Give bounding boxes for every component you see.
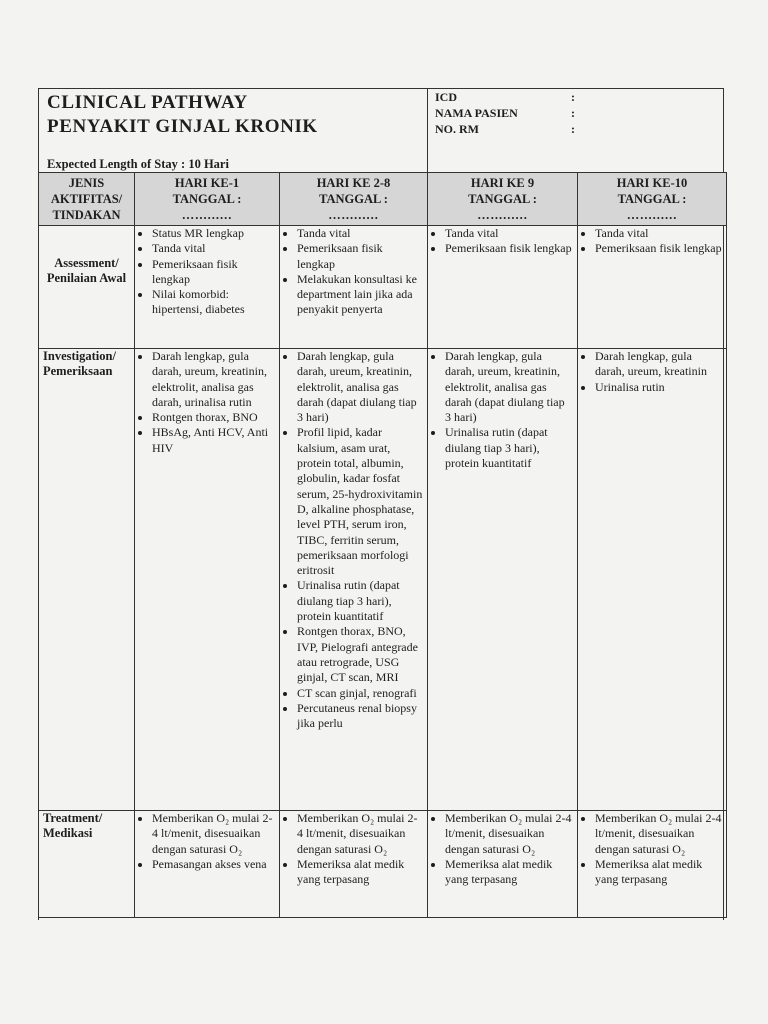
list-item: • Memeriksa alat medik yang terpasang (595, 857, 722, 888)
column-header-line: JENIS (68, 176, 105, 190)
bullet-list (582, 811, 722, 887)
column-header-line: TANGGAL : (319, 192, 388, 206)
list-item: • CT scan ginjal, renografi (297, 686, 423, 701)
bullet-list (582, 226, 722, 257)
list-item: • Percutaneus renal biopsy jika perlu (297, 701, 423, 732)
pathway-table (38, 172, 727, 918)
list-item: • Pemasangan akses vena (152, 857, 275, 872)
info-row-icd (435, 89, 575, 105)
info-row-patient-name (435, 105, 575, 121)
info-row-rm (435, 121, 575, 137)
column-header-line: TANGGAL : (617, 192, 687, 206)
title-line-1: CLINICAL PATHWAY (47, 92, 248, 113)
table-cell (135, 349, 280, 811)
list-item: • HBsAg, Anti HCV, Anti HIV (152, 425, 275, 456)
list-item: • Urinalisa rutin (595, 380, 722, 395)
column-header-line: TANGGAL : (172, 192, 242, 206)
list-item: • Darah lengkap, gula darah, ureum, kreatinin (595, 349, 722, 380)
column-header-line: …......... (477, 208, 528, 222)
list-item: • Memberikan O₂ mulai 2-4 lt/menit, disesuaikan dengan saturasi O₂ (297, 811, 423, 857)
list-item: • Darah lengkap, gula darah, ureum, kreatinin, elektrolit, analisa gas darah (dapat diulang tiap 3 hari) (297, 349, 423, 425)
list-item: • Pemeriksaan fisik lengkap (152, 257, 275, 288)
bullet-list (284, 226, 423, 318)
column-header-line: AKTIFITAS/ (50, 192, 123, 206)
list-item: • Darah lengkap, gula darah, ureum, kreatinin, elektrolit, analisa gas darah (dapat diulang tiap 3 hari) (445, 349, 573, 425)
table-row (39, 226, 727, 349)
icd-label: ICD (435, 90, 458, 104)
list-item: • Urinalisa rutin (dapat diulang tiap 3 hari), protein kuantitatif (297, 578, 423, 624)
patient-info (435, 89, 575, 137)
table-cell (578, 349, 727, 811)
bullet-list (582, 349, 722, 395)
list-item: • Rontgen thorax, BNO (152, 410, 275, 425)
header-divider (427, 89, 428, 174)
column-header (280, 173, 428, 226)
list-item: • Nilai komorbid: hipertensi, diabetes (152, 287, 275, 318)
row-label: Investigation/ Pemeriksaan (39, 349, 135, 811)
column-header (135, 173, 280, 226)
list-item: • Status MR lengkap (152, 226, 275, 241)
title-line-2: PENYAKIT GINJAL KRONIK (47, 116, 318, 137)
length-of-stay: Expected Length of Stay : 10 Hari (47, 157, 229, 171)
list-item: • Tanda vital (152, 241, 275, 256)
bullet-list (432, 811, 573, 887)
list-item: • Memeriksa alat medik yang terpasang (297, 857, 423, 888)
column-header-line: …......... (328, 208, 379, 222)
list-item: • Pemeriksaan fisik lengkap (595, 241, 722, 256)
column-header-line: TANGGAL : (468, 192, 537, 206)
bullet-list (284, 811, 423, 887)
document-title (47, 91, 318, 139)
patient-name-separator: : (571, 106, 575, 120)
table-cell (428, 349, 578, 811)
table-header-row (39, 173, 727, 226)
table-cell (428, 811, 578, 918)
row-label: Treatment/ Medikasi (39, 811, 135, 918)
table-body (39, 226, 727, 918)
bullet-list (432, 226, 573, 257)
list-item: • Memberikan O₂ mulai 2-4 lt/menit, disesuaikan dengan saturasi O₂ (445, 811, 573, 857)
table-cell (578, 226, 727, 349)
column-header (428, 173, 578, 226)
icd-separator: : (571, 90, 575, 104)
list-item: • Pemeriksaan fisik lengkap (445, 241, 573, 256)
list-item: • Memberikan O₂ mulai 2-4 lt/menit, disesuaikan dengan saturasi O₂ (152, 811, 275, 857)
list-item: • Pemeriksaan fisik lengkap (297, 241, 423, 272)
list-item: • Tanda vital (297, 226, 423, 241)
bullet-list (139, 349, 275, 456)
table-cell (135, 226, 280, 349)
table-cell (280, 349, 428, 811)
header-block (39, 88, 723, 173)
row-label: Assessment/ Penilaian Awal (39, 226, 135, 349)
list-item: • Memeriksa alat medik yang terpasang (445, 857, 573, 888)
bullet-list (432, 349, 573, 471)
column-header-line: HARI KE 2-8 (316, 176, 391, 190)
table-cell (280, 226, 428, 349)
rm-label: NO. RM (435, 122, 479, 136)
patient-name-label: NAMA PASIEN (435, 106, 518, 120)
list-item: • Tanda vital (595, 226, 722, 241)
bullet-list (139, 226, 275, 318)
list-item: • Profil lipid, kadar kalsium, asam urat, protein total, albumin, globulin, kadar fosfat serum, 25-hydroxivitamin D, alkaline phosphatase, level PTH, serum iron, TIBC, ferritin serum, pemeriksaan morfologi eritrosit (297, 425, 423, 578)
column-header-line: …......... (181, 208, 233, 222)
list-item: • Darah lengkap, gula darah, ureum, kreatinin, elektrolit, analisa gas darah, urinalisa rutin (152, 349, 275, 410)
column-header-line: HARI KE 9 (470, 176, 535, 190)
list-item: • Rontgen thorax, BNO, IVP, Pielografi antegrade atau retrograde, USG ginjal, CT scan, MRI (297, 624, 423, 685)
column-header (578, 173, 727, 226)
table-row (39, 349, 727, 811)
rm-separator: : (571, 122, 575, 136)
table-cell (135, 811, 280, 918)
bullet-list (284, 349, 423, 731)
list-item: • Memberikan O₂ mulai 2-4 lt/menit, disesuaikan dengan saturasi O₂ (595, 811, 722, 857)
list-item: • Urinalisa rutin (dapat diulang tiap 3 hari), protein kuantitatif (445, 425, 573, 471)
column-header-line: …......... (626, 208, 678, 222)
column-header-line: HARI KE-1 (174, 176, 240, 190)
table-cell (578, 811, 727, 918)
column-header-line: HARI KE-10 (616, 176, 688, 190)
list-item: • Melakukan konsultasi ke department lain jika ada penyakit penyerta (297, 272, 423, 318)
bullet-list (139, 811, 275, 872)
column-header-line: TINDAKAN (52, 208, 121, 222)
table-row (39, 811, 727, 918)
table-cell (280, 811, 428, 918)
list-item: • Tanda vital (445, 226, 573, 241)
clinical-pathway-sheet (38, 88, 724, 920)
column-header (39, 173, 135, 226)
table-cell (428, 226, 578, 349)
